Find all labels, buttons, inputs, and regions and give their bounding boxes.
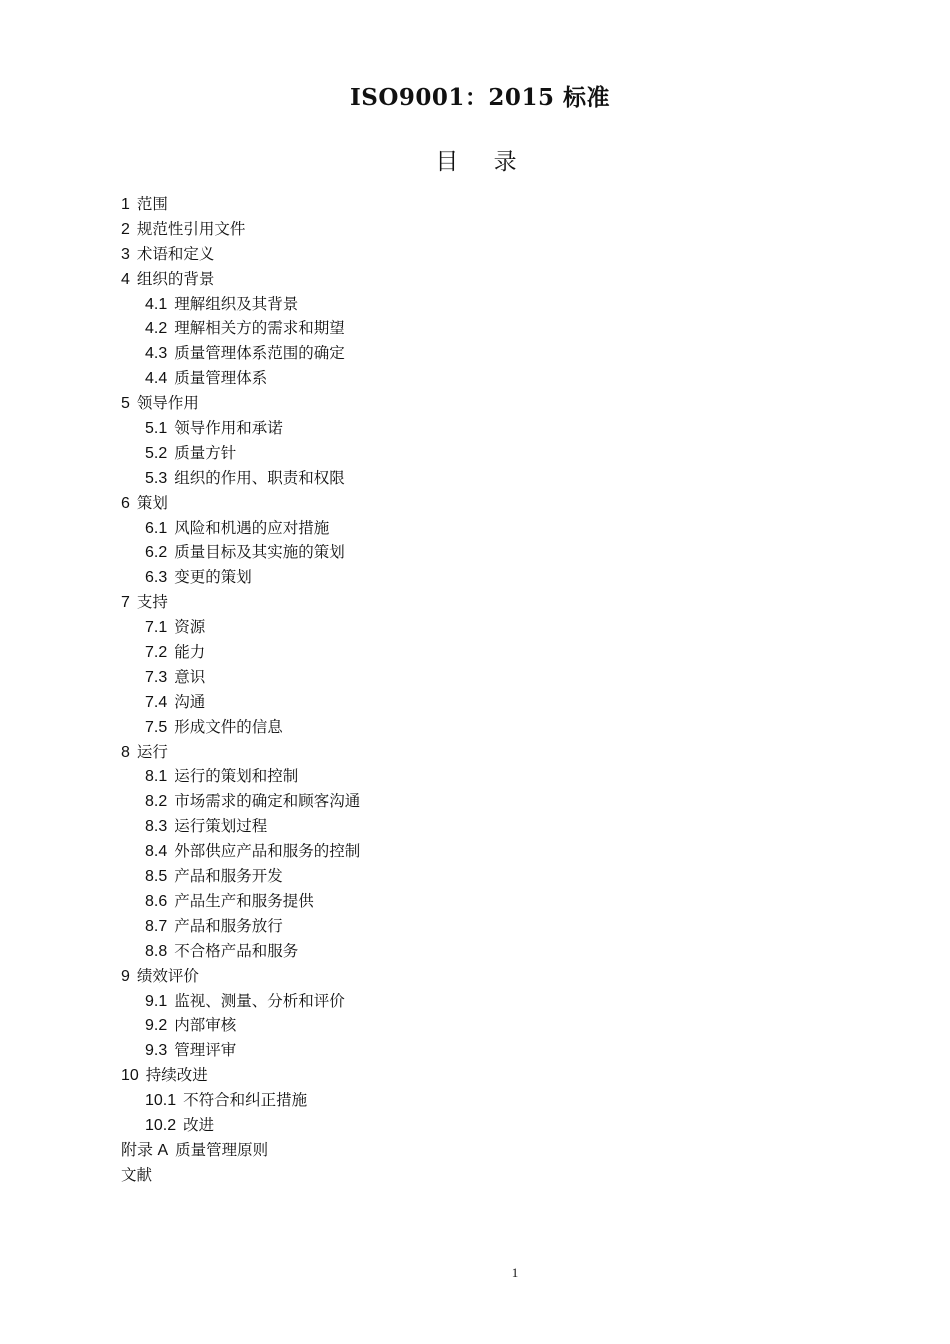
toc-item-number: 5.2 xyxy=(145,444,168,462)
toc-item-text: 领导作用 xyxy=(136,394,199,413)
toc-item-number: 7.3 xyxy=(145,668,168,686)
toc-item[interactable] xyxy=(121,366,360,391)
toc-item[interactable] xyxy=(121,292,360,317)
document-title: ISO9001：2015 标准 xyxy=(350,84,610,111)
toc-item[interactable] xyxy=(121,764,360,789)
toc-item[interactable] xyxy=(121,1038,360,1063)
toc-heading: 目 录 xyxy=(435,149,531,175)
toc-item[interactable] xyxy=(121,341,360,366)
toc-item-text: 管理评审 xyxy=(174,1041,237,1060)
toc-item[interactable] xyxy=(121,416,360,441)
toc-item-number: 7.5 xyxy=(145,718,168,736)
table-of-contents xyxy=(121,192,360,1188)
toc-item[interactable] xyxy=(121,242,360,267)
toc-item-text: 理解相关方的需求和期望 xyxy=(174,319,345,338)
toc-item-text: 持续改进 xyxy=(145,1066,208,1085)
toc-item[interactable] xyxy=(121,640,360,665)
toc-item-number: 7.1 xyxy=(145,619,168,637)
toc-item[interactable] xyxy=(121,441,360,466)
toc-item-number: 8.8 xyxy=(145,942,168,960)
toc-item-number: 4.3 xyxy=(145,345,168,363)
toc-item-number: 6.3 xyxy=(145,569,168,587)
toc-item-text: 市场需求的确定和顾客沟通 xyxy=(174,792,361,811)
toc-item-text: 组织的背景 xyxy=(136,269,215,288)
toc-item-number: 4.4 xyxy=(145,370,168,388)
toc-item-number: 7.2 xyxy=(145,644,168,662)
toc-item-number: 4 xyxy=(121,270,130,288)
toc-item-text: 运行的策划和控制 xyxy=(174,767,299,786)
toc-item-number: 5.3 xyxy=(145,469,168,487)
toc-item-number: 6 xyxy=(121,494,130,512)
toc-item-number: 9.3 xyxy=(145,1042,168,1060)
toc-item[interactable] xyxy=(121,839,360,864)
toc-item[interactable] xyxy=(121,789,360,814)
toc-item[interactable] xyxy=(121,217,360,242)
toc-item-number: 1 xyxy=(121,196,130,213)
toc-item-text: 风险和机遇的应对措施 xyxy=(174,518,330,537)
toc-item[interactable] xyxy=(121,1063,360,1088)
toc-item-text: 产品和服务开发 xyxy=(174,867,283,886)
toc-item-text: 改进 xyxy=(183,1115,215,1134)
toc-item-text: 监视、测量、分析和评价 xyxy=(174,991,345,1010)
toc-item-number: 9.1 xyxy=(145,992,168,1010)
toc-item-text: 外部供应产品和服务的控制 xyxy=(174,842,361,861)
toc-item[interactable] xyxy=(121,615,360,640)
toc-item-text: 质量管理体系范围的确定 xyxy=(174,344,345,363)
toc-item-text: 资源 xyxy=(174,618,206,637)
toc-item-number: 10.1 xyxy=(145,1092,177,1110)
toc-item-text: 不合格产品和服务 xyxy=(174,941,299,960)
toc-item[interactable] xyxy=(121,540,360,565)
toc-item[interactable] xyxy=(121,1113,360,1138)
toc-item-text: 能力 xyxy=(174,643,206,662)
toc-item-number: 8 xyxy=(121,743,130,761)
toc-item-number: 8.6 xyxy=(145,892,168,910)
toc-item-number: 8.3 xyxy=(145,818,168,836)
toc-item-text: 领导作用和承诺 xyxy=(174,419,283,438)
toc-item[interactable] xyxy=(121,889,360,914)
toc-item-text: 理解组织及其背景 xyxy=(174,294,299,313)
toc-item-number: 8.7 xyxy=(145,917,168,935)
toc-item-number: 8.4 xyxy=(145,843,168,861)
toc-item-text: 规范性引用文件 xyxy=(136,219,246,238)
toc-item-number: 9.2 xyxy=(145,1017,168,1035)
toc-item[interactable] xyxy=(121,391,360,416)
toc-item-text: 运行策划过程 xyxy=(174,817,268,836)
toc-item-number: 10 xyxy=(121,1067,139,1085)
toc-item[interactable] xyxy=(121,939,360,964)
toc-item[interactable] xyxy=(121,864,360,889)
toc-item-text: 支持 xyxy=(136,593,168,612)
toc-item[interactable] xyxy=(121,491,360,516)
toc-item[interactable] xyxy=(121,1163,360,1188)
toc-item-text: 产品和服务放行 xyxy=(174,916,283,935)
toc-item-number: 4.1 xyxy=(145,295,168,313)
toc-item[interactable] xyxy=(121,964,360,989)
toc-item[interactable] xyxy=(121,665,360,690)
toc-item-number: 8.5 xyxy=(145,868,168,886)
toc-item-text: 组织的作用、职责和权限 xyxy=(174,468,345,487)
toc-item-number: 5.1 xyxy=(145,420,168,438)
toc-item[interactable] xyxy=(121,316,360,341)
toc-item[interactable] xyxy=(121,1088,360,1113)
toc-item-text: 绩效评价 xyxy=(136,966,199,985)
toc-item[interactable] xyxy=(121,516,360,541)
toc-item[interactable] xyxy=(121,565,360,590)
toc-item-number: 10.2 xyxy=(145,1116,177,1134)
toc-item[interactable] xyxy=(121,267,360,292)
toc-item[interactable] xyxy=(121,989,360,1014)
toc-item-number: 9 xyxy=(121,967,130,985)
toc-item-text: 形成文件的信息 xyxy=(174,717,283,736)
toc-item-text: 意识 xyxy=(174,667,206,686)
toc-item-text: 内部审核 xyxy=(174,1016,237,1035)
toc-item-text: 产品生产和服务提供 xyxy=(174,891,314,910)
toc-item-number: 8.1 xyxy=(145,768,168,786)
toc-item[interactable] xyxy=(121,590,360,615)
toc-item-text: 不符合和纠正措施 xyxy=(183,1091,308,1110)
toc-item-text: 术语和定义 xyxy=(136,244,215,263)
toc-item[interactable] xyxy=(121,740,360,765)
toc-item[interactable] xyxy=(121,466,360,491)
toc-item[interactable] xyxy=(121,1013,360,1038)
toc-item-number: 6.1 xyxy=(145,519,168,537)
toc-item-number: 4.2 xyxy=(145,320,168,338)
toc-item-text: 范围 xyxy=(136,195,168,213)
toc-item-number: 附录 A xyxy=(121,1141,169,1159)
toc-item-text: 沟通 xyxy=(174,692,206,711)
toc-item[interactable] xyxy=(121,1138,360,1163)
toc-item-text: 质量管理原则 xyxy=(175,1140,269,1159)
toc-item[interactable] xyxy=(121,690,360,715)
page-number: 1 xyxy=(511,1265,519,1280)
toc-item[interactable] xyxy=(121,192,360,217)
toc-item-text: 文献 xyxy=(121,1165,153,1184)
toc-item-number: 2 xyxy=(121,220,130,238)
toc-item[interactable] xyxy=(121,814,360,839)
toc-item-number: 6.2 xyxy=(145,544,168,562)
toc-item-text: 质量目标及其实施的策划 xyxy=(174,543,345,562)
toc-item-text: 策划 xyxy=(136,493,168,512)
toc-item-text: 质量方针 xyxy=(174,443,237,462)
toc-item-number: 7 xyxy=(121,594,130,612)
toc-item-text: 变更的策划 xyxy=(174,568,252,587)
toc-item-number: 7.4 xyxy=(145,693,168,711)
toc-item[interactable] xyxy=(121,715,360,740)
toc-item-text: 运行 xyxy=(136,742,168,761)
toc-item-number: 8.2 xyxy=(145,793,168,811)
toc-item-text: 质量管理体系 xyxy=(174,369,268,388)
toc-item-number: 5 xyxy=(121,395,130,413)
toc-item-number: 3 xyxy=(121,245,130,263)
toc-item[interactable] xyxy=(121,914,360,939)
